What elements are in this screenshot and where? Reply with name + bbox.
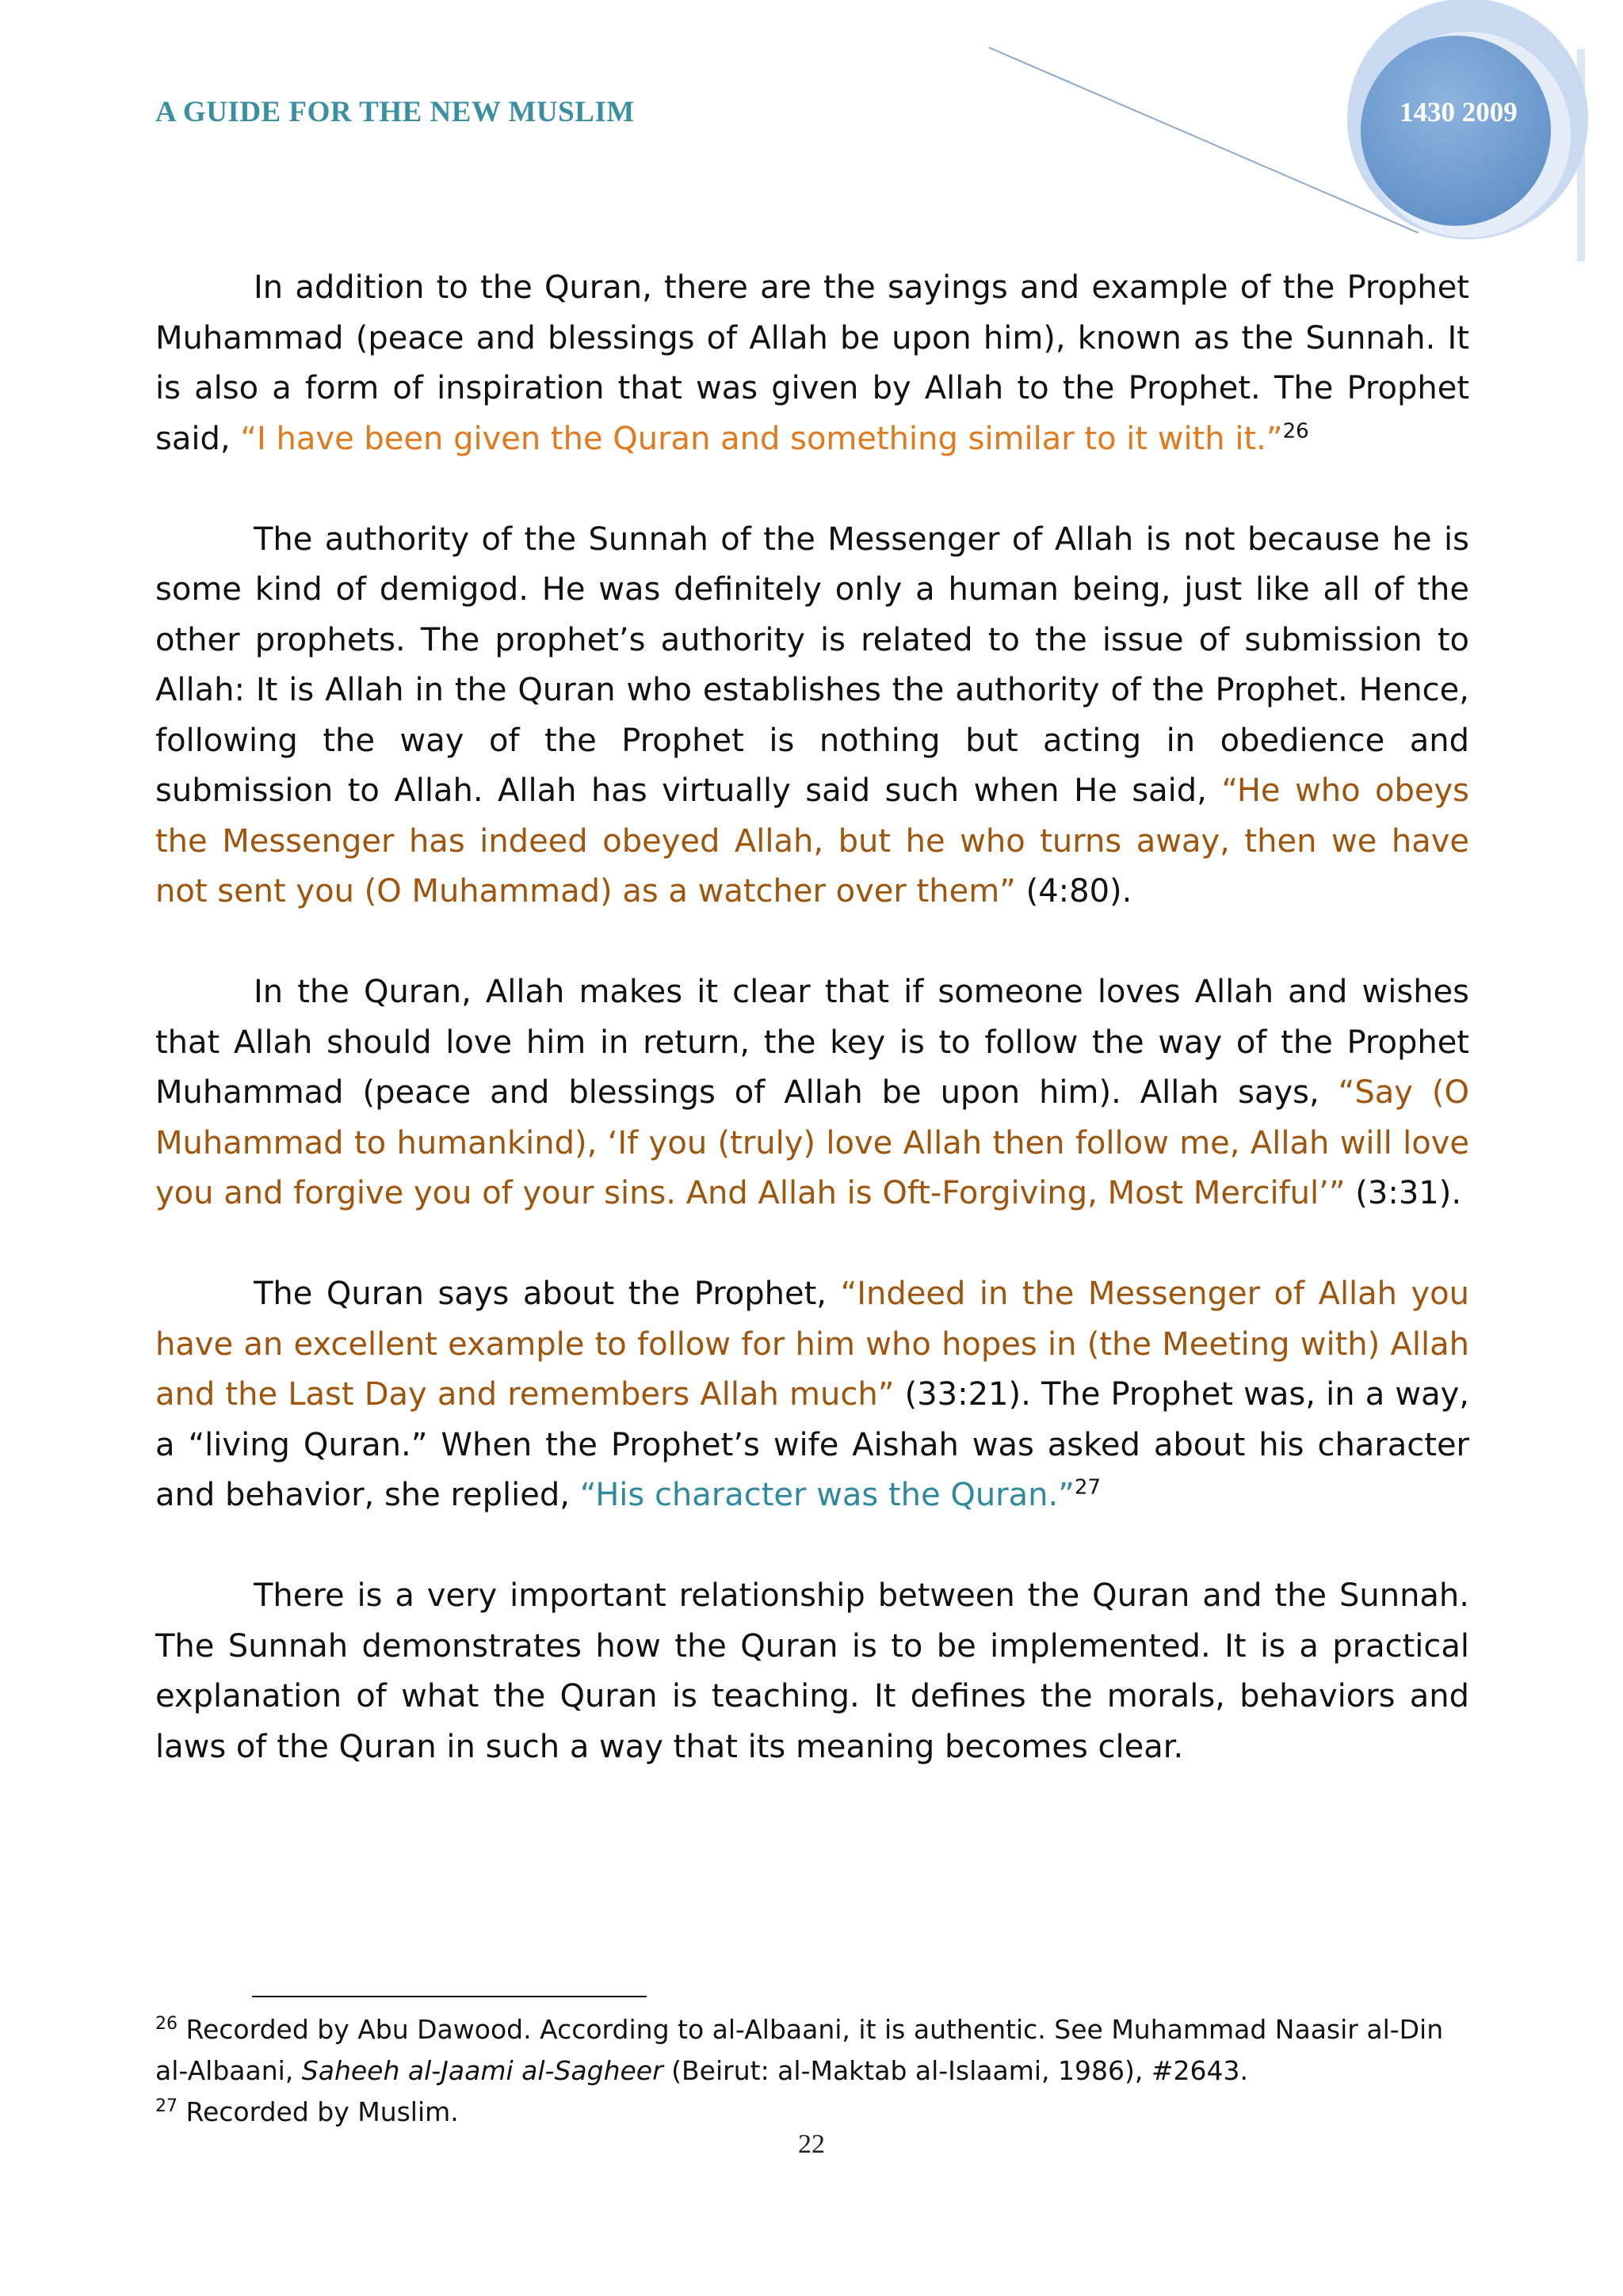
footnote-book-title: Saheeh al-Jaami al-Sagheer	[301, 2055, 663, 2086]
paragraph-text: In the Quran, Allah makes it clear that if someone loves Allah and wishes that Allah should love him in return, the key is to follow the way of the Prophet Muhammad (peace and blessings of Allah be upon him). Allah says,	[155, 974, 1469, 1111]
quran-quote: “He who obeys the Messenger has indeed obeyed Allah, but he who turns away, then we have not sent you (O Muhammad) as a watcher over them”	[155, 772, 1469, 910]
paragraph-3	[155, 967, 1469, 1219]
footnote-number: 26	[155, 2014, 178, 2034]
footnote-26	[155, 2009, 1469, 2092]
verse-reference: (3:31).	[1345, 1175, 1462, 1211]
page-number: 22	[798, 2130, 825, 2159]
footnote-divider	[252, 1996, 647, 1997]
verse-reference: (4:80).	[1015, 873, 1132, 910]
footnote-27	[155, 2092, 1469, 2133]
hadith-quote: “I have been given the Quran and something similar to it with it.”	[240, 420, 1283, 457]
header-decoration	[0, 0, 1623, 285]
footnote-text-continued: (Beirut: al-Maktab al-Islaami, 1986), #2643.	[663, 2055, 1248, 2086]
header-year: 1430 2009	[1400, 97, 1518, 128]
paragraph-4	[155, 1269, 1469, 1521]
header-title: A GUIDE FOR THE NEW MUSLIM	[155, 96, 635, 128]
footnote-text: Recorded by Abu Dawood. According to al-Albaani, it is authentic. See Muhammad Naasir al-Din al-Albaani,	[155, 2014, 1444, 2086]
paragraph-text-continued: (33:21). The Prophet was, in a way, a “living Quran.” When the Prophet’s wife Aishah was asked about his character and behavior, she replied,	[155, 1376, 1469, 1513]
paragraph-1	[155, 263, 1469, 464]
footnote-number: 27	[155, 2096, 178, 2116]
footnote-text: Recorded by Muslim.	[185, 2096, 459, 2127]
footnote-ref: 27	[1074, 1475, 1102, 1500]
paragraph-2	[155, 515, 1469, 917]
paragraph-text: The Quran says about the Prophet,	[254, 1276, 841, 1312]
paragraph-text: In addition to the Quran, there are the sayings and example of the Prophet Muhammad (peace and blessings of Allah be upon him), known as the Sunnah. It is also a form of inspiration that was given by Allah to the Prophet. The Prophet said,	[155, 269, 1469, 457]
paragraph-5	[155, 1571, 1469, 1772]
footnotes	[155, 2009, 1469, 2133]
quran-quote: “Indeed in the Messenger of Allah you have an excellent example to follow for him who hopes in (the Meeting with) Allah and the Last Day and remembers Allah much”	[155, 1276, 1469, 1413]
hadith-quote: “His character was the Quran.”	[579, 1477, 1075, 1513]
paragraph-text: The authority of the Sunnah of the Messenger of Allah is not because he is some kind of demigod. He was definitely only a human being, just like all of the other prophets. The prophet’s authority is related to the issue of submission to Allah: It is Allah in the Quran who establishes the authority of the Prophet. Hence, following the way of the Prophet is nothing but acting in obedience and submission to Allah. Allah has virtually said such when He said,	[155, 521, 1469, 809]
body-text	[155, 263, 1469, 1823]
footnote-ref: 26	[1282, 419, 1309, 444]
paragraph-text: There is a very important relationship between the Quran and the Sunnah. The Sunnah demonstrates how the Quran is to be implemented. It is a practical explanation of what the Quran is teaching. It defines the morals, behaviors and laws of the Quran in such a way that its meaning becomes clear.	[155, 1577, 1469, 1765]
quran-quote: “Say (O Muhammad to humankind), ‘If you (truly) love Allah then follow me, Allah will love you and forgive you of your sins. And Allah is Oft-Forgiving, Most Merciful’”	[155, 1074, 1469, 1211]
